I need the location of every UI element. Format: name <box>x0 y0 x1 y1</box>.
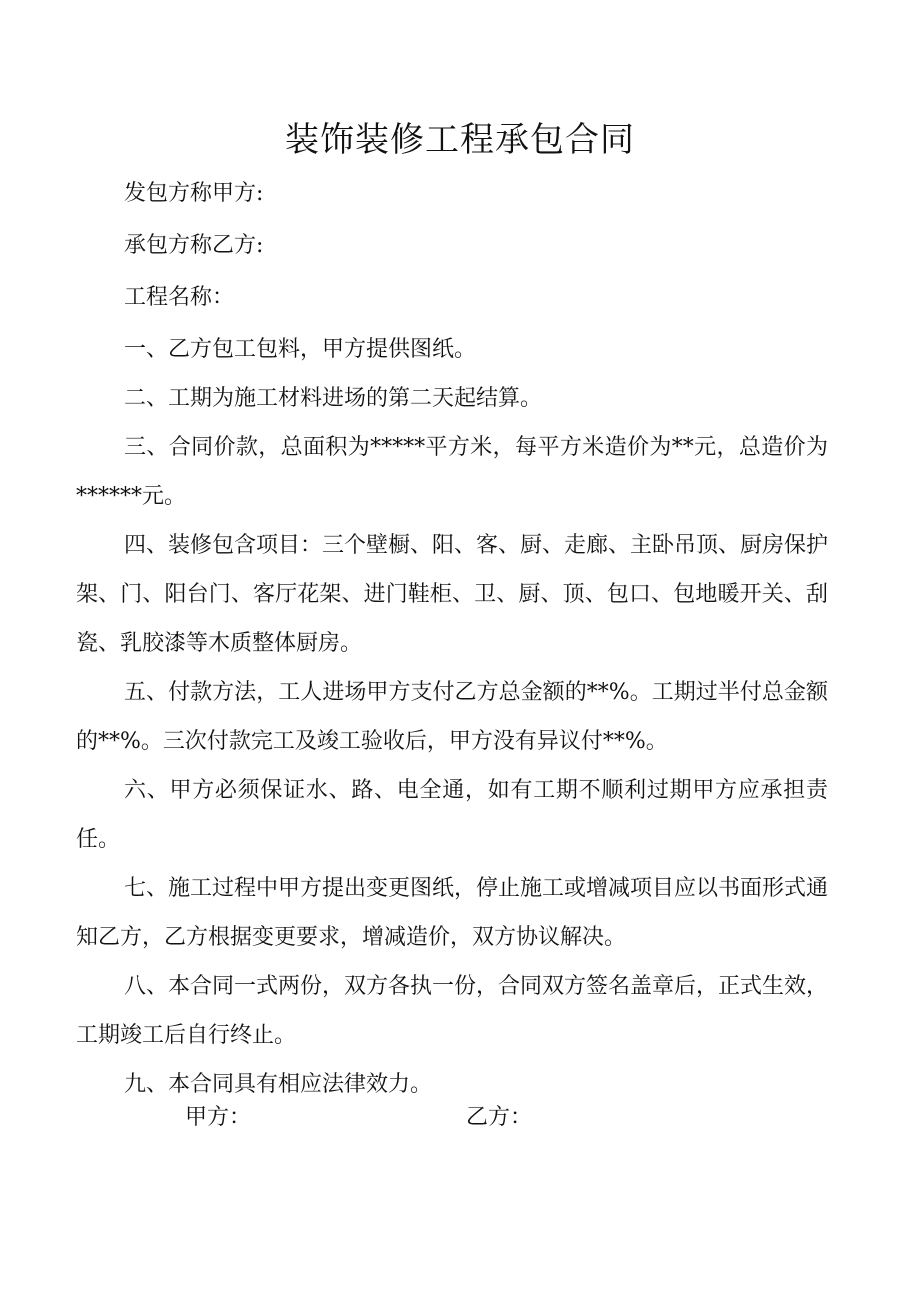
clause-2: 二、工期为施工材料进场的第二天起结算。 <box>124 386 543 411</box>
contract-body <box>76 169 828 1109</box>
field-party-b: 承包方称乙方: <box>124 233 264 258</box>
clause-3: 三、合同价款，总面积为*****平方米，每平方米造价为**元，总造价为******元。 <box>76 435 828 509</box>
field-project-name: 工程名称： <box>124 285 235 310</box>
clause-6: 六、甲方必须保证水、路、电全通，如有工期不顺利过期甲方应承担责任。 <box>76 778 828 852</box>
field-party-a: 发包方称甲方: <box>124 181 264 206</box>
document-title: 装饰装修工程承包合同 <box>285 120 635 160</box>
clause-4: 四、装修包含项目：三个壁橱、阳、客、厨、走廊、主卧吊顶、厨房保护架、门、阳台门、客厅花架、进门鞋柜、卫、厨、顶、包口、包地暖开关、刮瓷、乳胶漆等木质整体厨房。 <box>76 533 829 656</box>
clause-7: 七、施工过程中甲方提出变更图纸，停止施工或增减项目应以书面形式通知乙方，乙方根据变更要求，增减造价，双方协议解决。 <box>76 876 829 950</box>
clause-8: 八、本合同一式两份，双方各执一份，合同双方签名盖章后，正式生效，工期竣工后自行终止。 <box>76 974 829 1048</box>
signature-party-b: 乙方： <box>466 1105 533 1130</box>
clause-1: 一、乙方包工包料，甲方提供图纸。 <box>124 337 477 362</box>
signature-row <box>0 1093 920 1142</box>
clause-5: 五、付款方法，工人进场甲方支付乙方总金额的**%。工期过半付总金额的**%。三次付款完工及竣工验收后，甲方没有异议付**%。 <box>76 680 828 754</box>
signature-party-a: 甲方： <box>185 1105 252 1130</box>
clause-9: 九、本合同具有相应法律效力。 <box>124 1072 433 1097</box>
